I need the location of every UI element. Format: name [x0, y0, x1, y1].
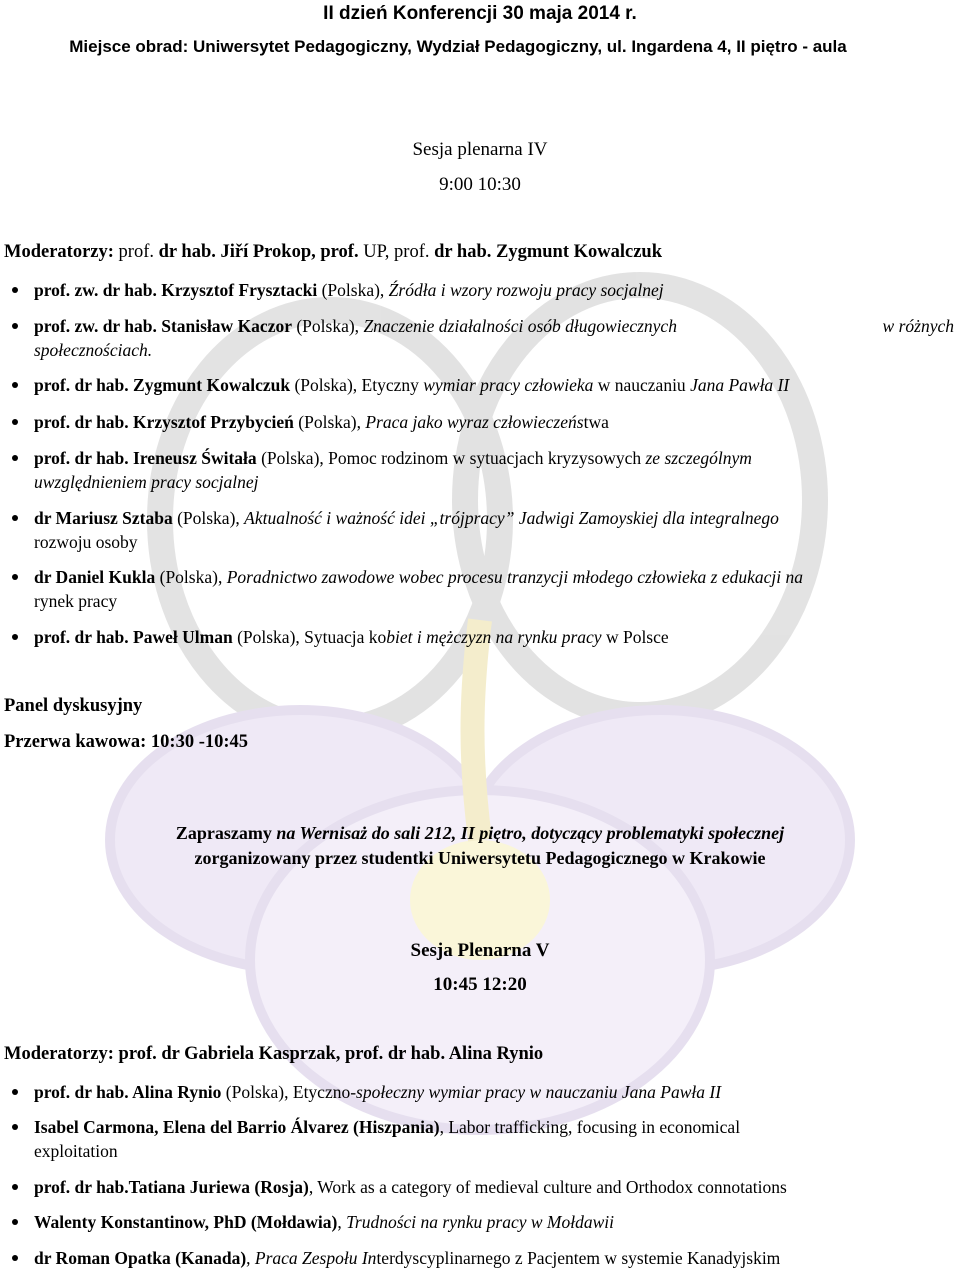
speaker-name: prof. dr hab. Alina Rynio: [34, 1082, 222, 1102]
bullet-icon: [12, 515, 18, 521]
talk-title: biet i mężczyzn na rynku pracy: [386, 627, 602, 647]
talk-title: w Polsce: [601, 627, 669, 647]
speaker-country: (Kanada): [170, 1248, 247, 1268]
talk-title: Poradnictwo zawodowe wobec procesu tranzycji młodego człowieka z edukacji na: [226, 567, 803, 587]
bullet-icon: [12, 1184, 18, 1190]
bullet-icon: [12, 574, 18, 580]
speaker-country: (Polska),: [172, 508, 245, 528]
list-item: [34, 314, 677, 338]
moderators-part: dr hab. Jiří Prokop, prof.: [158, 242, 364, 262]
moderators-part: dr hab. Zygmunt Kowalczuk: [434, 242, 662, 262]
talk-title-line2: rozwoju osoby: [34, 532, 138, 552]
speaker-name: Isabel Carmona, Elena del Barrio Álvarez: [34, 1117, 349, 1137]
moderators-part: UP, prof.: [363, 242, 435, 262]
talk-title-line2: społecznościach.: [34, 340, 153, 360]
exhibition-line-2: zorganizowany przez studentki Uniwersytetu Pedagogicznego w Krakowie: [194, 848, 766, 868]
talk-title-end: w różnych: [882, 316, 954, 336]
bullet-icon: [12, 1089, 18, 1095]
exhibition-line-1: [0, 821, 960, 845]
talk-title: Etyczno-: [292, 1082, 357, 1102]
speaker-country: (Polska),: [221, 1082, 293, 1102]
coffee-break: Przerwa kawowa: 10:30 -10:45: [4, 732, 249, 752]
speaker-name: prof. zw. dr hab. Stanisław Kaczor: [34, 316, 292, 336]
moderators-label: Moderatorzy:: [4, 242, 119, 262]
bullet-icon: [12, 634, 18, 640]
moderators-part: prof.: [118, 1044, 162, 1064]
session-4-title: Sesja plenarna IV: [412, 139, 548, 160]
moderators-part: dr Gabriela Kasprzak, prof.: [161, 1044, 388, 1064]
speaker-name: prof. dr hab.Tatiana Juriewa: [34, 1177, 251, 1197]
speaker-name: dr Roman Opatka: [34, 1248, 171, 1268]
bullet-icon: [12, 287, 18, 293]
talk-title-line2: rynek pracy: [34, 591, 118, 611]
speaker-name: prof. dr hab. Krzysztof Przybycień: [34, 412, 294, 432]
list-item: [34, 278, 664, 302]
day-title: II dzień Konferencji 30 maja 2014 r.: [323, 3, 637, 24]
speaker-country: (Polska),: [256, 448, 329, 468]
talk-title: ze szczególnym: [645, 448, 752, 468]
speaker-country: (Polska),: [291, 316, 364, 336]
session-5-moderators: [4, 1042, 543, 1066]
speaker-country: (Polska),: [317, 280, 389, 300]
bullet-icon: [12, 1124, 18, 1130]
moderators-label: Moderatorzy:: [4, 1044, 119, 1064]
list-item: [34, 410, 609, 434]
talk-title: wymiar pracy człowieka: [423, 375, 594, 395]
speaker-country: (Polska),: [232, 627, 305, 647]
talk-title: Etyczny: [361, 375, 424, 395]
talk-title: terdyscyplinarnego z Pacjentem w systemie Kanadyjskim: [376, 1248, 781, 1268]
talk-title: w nauczaniu: [593, 375, 691, 395]
exhibition-text: na Wernisaż do sali 212, II piętro, dotyczący problematyki społecznej: [276, 823, 785, 843]
talk-title-line2: exploitation: [34, 1141, 118, 1161]
list-item: [34, 625, 669, 649]
talk-title: Trudności na rynku pracy w Mołdawii: [346, 1212, 614, 1232]
talk-title: , Work as a category of medieval culture and Orthodox connotations: [308, 1177, 787, 1197]
bullet-icon: [12, 455, 18, 461]
list-item: [34, 373, 789, 397]
speaker-country: (Mołdawia): [246, 1212, 338, 1232]
moderators-part: prof.: [118, 242, 159, 262]
list-item: [34, 1080, 721, 1104]
session-4-time: 9:00 10:30: [439, 174, 521, 195]
talk-title: twa: [583, 412, 609, 432]
speaker-name: dr Mariusz Sztaba: [34, 508, 173, 528]
bullet-icon: [12, 382, 18, 388]
session-5-title: Sesja Plenarna V: [410, 940, 550, 961]
list-item: [34, 506, 779, 530]
talk-title: Źródła i wzory rozwoju pracy socjalnej: [388, 280, 664, 300]
bullet-icon: [12, 323, 18, 329]
session-5-time: 10:45 12:20: [433, 974, 527, 995]
moderators-part: dr hab. Alina Rynio: [387, 1044, 544, 1064]
exhibition-text: Zapraszamy: [175, 823, 277, 843]
talk-title: Sytuacja ko: [304, 627, 387, 647]
talk-title: , Labor trafficking, focusing in economical: [439, 1117, 741, 1137]
speaker-name: Walenty Konstantinow, PhD: [34, 1212, 247, 1232]
session-4-moderators: [4, 240, 662, 264]
talk-title-line2: uwzględnieniem pracy socjalnej: [34, 472, 259, 492]
bullet-icon: [12, 1219, 18, 1225]
bullet-icon: [12, 419, 18, 425]
speaker-name: prof. dr hab. Paweł Ulman: [34, 627, 233, 647]
speaker-name: prof. dr hab. Zygmunt Kowalczuk: [34, 375, 291, 395]
talk-title: społeczny wymiar pracy w nauczaniu Jana Pawła II: [356, 1082, 722, 1102]
panel-discussion: Panel dyskusyjny: [4, 696, 143, 716]
speaker-name: dr Daniel Kukla: [34, 567, 156, 587]
bullet-icon: [12, 1255, 18, 1261]
venue-line: Miejsce obrad: Uniwersytet Pedagogiczny, Wydział Pedagogiczny, ul. Ingardena 4, II piętro - aula: [69, 37, 847, 56]
list-item: [34, 1115, 740, 1139]
list-item: [34, 1246, 780, 1270]
talk-title: Jana Pawła II: [690, 375, 790, 395]
talk-title: Praca Zespołu In: [254, 1248, 377, 1268]
speaker-name: prof. dr hab. Ireneusz Świtała: [34, 448, 257, 468]
speaker-name: prof. zw. dr hab. Krzysztof Frysztacki: [34, 280, 318, 300]
talk-title: ,: [337, 1212, 347, 1232]
list-item: [34, 565, 803, 589]
talk-title: ,: [246, 1248, 255, 1268]
talk-title: Praca jako wyraz człowieczeńs: [365, 412, 584, 432]
talk-title: Aktualność i ważność idei „trójpracy” Jadwigi Zamoyskiej dla integralnego: [244, 508, 779, 528]
speaker-country: (Hiszpania): [348, 1117, 440, 1137]
speaker-country: (Polska),: [155, 567, 227, 587]
list-item: [34, 1175, 787, 1199]
list-item: [34, 1210, 614, 1234]
speaker-country: (Polska),: [293, 412, 366, 432]
speaker-country: (Polska),: [290, 375, 362, 395]
talk-title: Pomoc rodzinom w sytuacjach kryzysowych: [328, 448, 646, 468]
speaker-country: (Rosja): [250, 1177, 309, 1197]
list-item: [34, 446, 752, 470]
talk-title: Znaczenie działalności osób długowiecznych: [363, 316, 677, 336]
